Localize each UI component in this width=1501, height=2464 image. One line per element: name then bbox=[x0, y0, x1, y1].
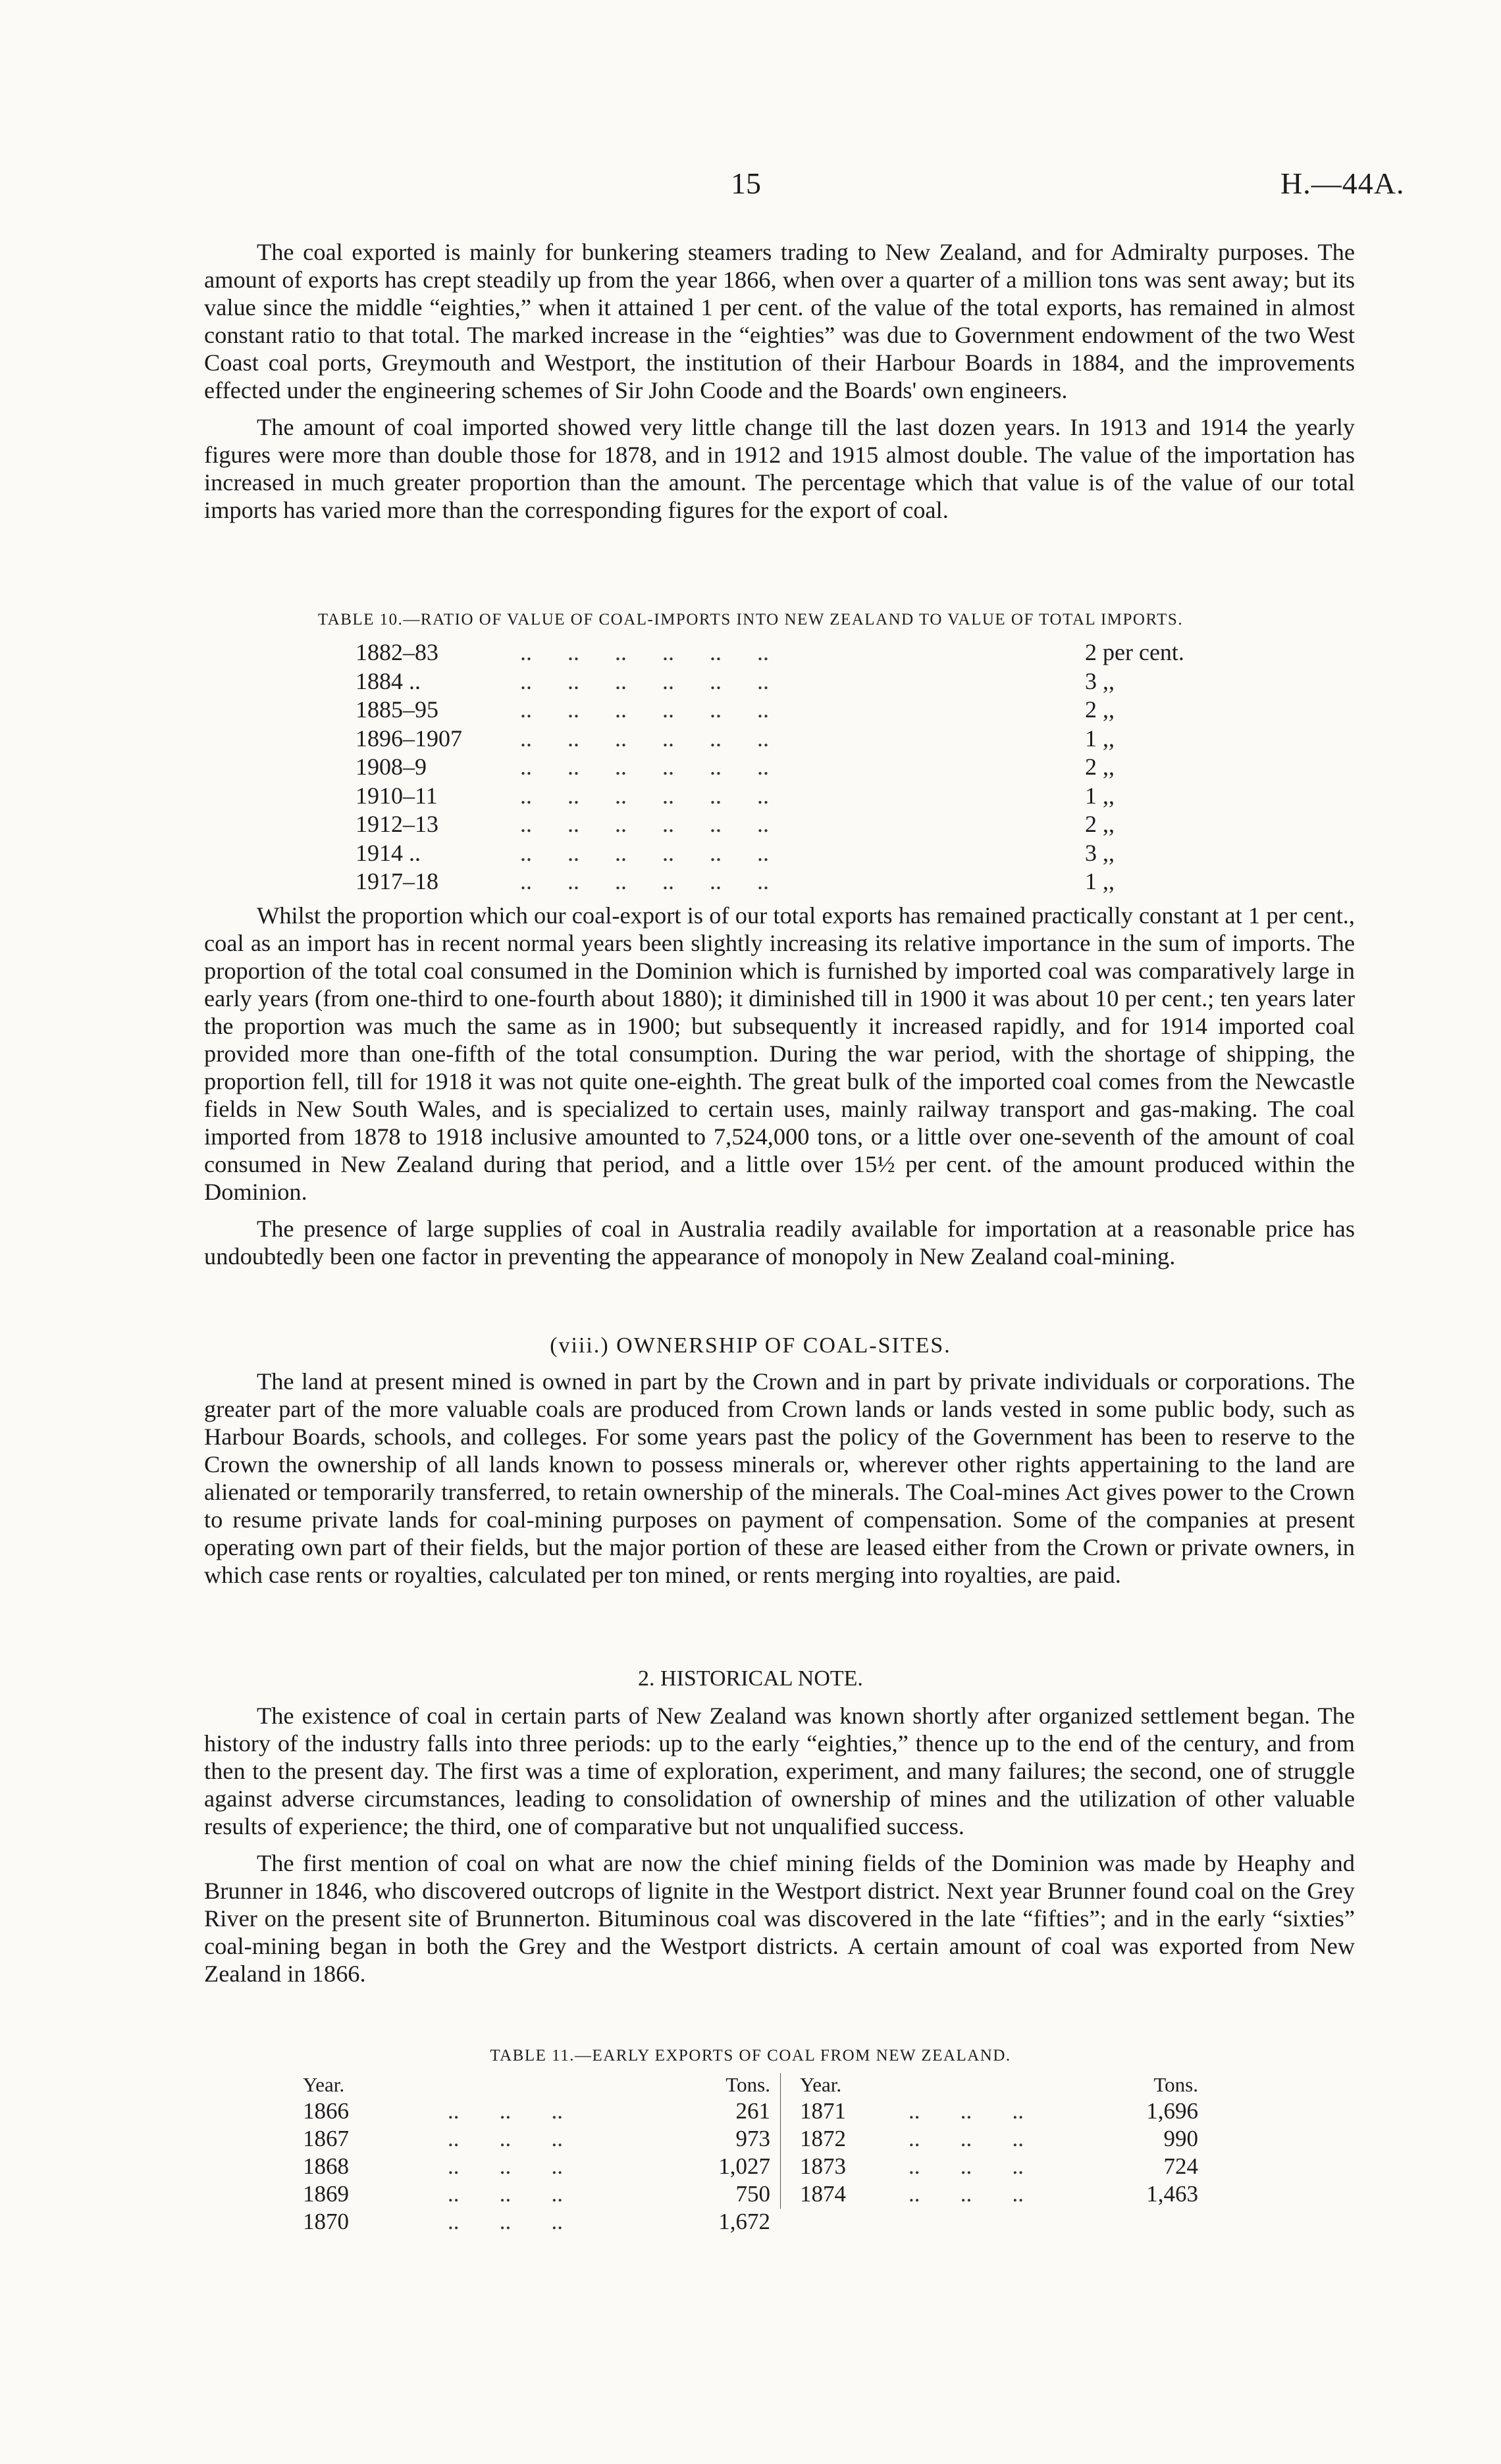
ratio: 3 ,, bbox=[1085, 667, 1115, 694]
tons: 973 bbox=[735, 2126, 770, 2151]
leader-dots: .. .. .. bbox=[908, 2153, 1024, 2179]
year: 1872 bbox=[800, 2126, 846, 2151]
tons: 990 bbox=[1163, 2126, 1198, 2151]
period: 1912–13 bbox=[356, 811, 438, 837]
ratio: 1 ,, bbox=[1085, 725, 1115, 752]
leader-dots: .. .. .. bbox=[908, 2181, 1024, 2207]
year: 1868 bbox=[303, 2153, 349, 2179]
leader-dots: .. .. .. .. .. .. bbox=[520, 639, 769, 665]
paragraph: The existence of coal in certain parts of New Zealand was known shortly after organized settlement began. The history of the industry falls into three periods: up to the early “eighties,” thence up to the end of the century, and from then to the present day. The first was a time of exploration, experiment, and many failures; the second, one of struggle against adverse circumstances, leading to consolidation of ownership of mines and the utilization of other valuable results of experience; the third, one of comparative but not unqualified success. bbox=[204, 1703, 1355, 1839]
table-row bbox=[356, 810, 1277, 839]
period: 1914 .. bbox=[356, 839, 421, 866]
period: 1884 .. bbox=[356, 667, 421, 694]
paragraph: The presence of large supplies of coal in Australia readily available for importation at a reasonable price has undoubtedly been one factor in preventing the appearance of monopoly in New Zealand coal-mining. bbox=[204, 1216, 1355, 1270]
table-row bbox=[356, 696, 1277, 725]
column-divider bbox=[780, 2098, 781, 2126]
tons: 750 bbox=[735, 2181, 770, 2207]
paragraph: The land at present mined is owned in part by the Crown and in part by private individuals or corporations. The greater part of the more valuable coals are produced from Crown lands or lands vested in some public body, such as Harbour Boards, schools, and colleges. For some years past the policy of the Government has been to reserve to the Crown the ownership of all lands known to possess minerals or, wherever other rights appertaining to the land are alienated or temporarily transferred, to retain ownership of the minerals. The Coal-mines Act gives power to the Crown to resume private lands for coal-mining purposes on payment of compensation. Some of the companies at present operating own part of their fields, but the major portion of these are leased either from the Crown or private owners, in which case rents or royalties, calculated per ton mined, or rents merging into royalties, are paid. bbox=[204, 1368, 1355, 1588]
table-11-caption: TABLE 11.—EARLY EXPORTS OF COAL FROM NEW ZEALAND. bbox=[490, 2047, 1011, 2065]
section-heading-ownership: (viii.) OWNERSHIP OF COAL-SITES. bbox=[550, 1333, 951, 1358]
table-row bbox=[356, 725, 1277, 754]
table-row bbox=[290, 2209, 1277, 2236]
table-row bbox=[356, 782, 1277, 811]
table-row bbox=[356, 867, 1277, 896]
year: 1870 bbox=[303, 2209, 349, 2234]
year: 1866 bbox=[303, 2098, 349, 2124]
period: 1917–18 bbox=[356, 868, 438, 894]
historical-section bbox=[204, 1702, 1355, 1997]
paragraph: The amount of coal imported showed very little change till the last dozen years. In 1913 and 1914 the yearly figures were more than double those for 1878, and in 1912 and 1915 almost double. The value of the importation has increased in much greater proportion than the amount. The percentage which that value is of the value of our total imports has varied more than the corresponding figures for the export of coal. bbox=[204, 414, 1355, 523]
ratio: 2 per cent. bbox=[1085, 639, 1184, 665]
column-divider bbox=[780, 2126, 781, 2153]
leader-dots: .. .. .. .. .. .. bbox=[520, 839, 769, 866]
leader-dots: .. .. .. .. .. .. bbox=[520, 696, 769, 723]
leader-dots: .. .. .. bbox=[448, 2098, 563, 2124]
col-year: Year. bbox=[303, 2073, 345, 2096]
ratio: 2 ,, bbox=[1085, 754, 1115, 780]
paragraph: The first mention of coal on what are now the chief mining fields of the Dominion was made by Heaphy and Brunner in 1846, who discovered outcrops of lignite in the Westport district. Next year Brunner found coal on the Grey River on the present site of Brunnerton. Bituminous coal was discovered in the late “fifties”; and in the early “sixties” coal-mining began in both the Grey and the Westport districts. A certain amount of coal was exported from New Zealand in 1866. bbox=[204, 1850, 1355, 1987]
year: 1874 bbox=[800, 2181, 846, 2207]
table-row bbox=[356, 638, 1277, 667]
ratio: 2 ,, bbox=[1085, 811, 1115, 837]
period: 1882–83 bbox=[356, 639, 438, 665]
paragraph: The coal exported is mainly for bunkering steamers trading to New Zealand, and for Admiralty purposes. The amount of exports has crept steadily up from the year 1866, when over a quarter of a million tons was sent away; but its value since the middle “eighties,” when it attained 1 per cent. of the value of the total exports, has remained in almost constant ratio to that total. The marked increase in the “eighties” was due to Government endowment of the two West Coast coal ports, Greymouth and Westport, the institution of their Harbour Boards in 1884, and the improvements effected under the engineering schemes of Sir John Coode and the Boards' own engineers. bbox=[204, 239, 1355, 403]
column-divider bbox=[780, 2181, 781, 2209]
ratio: 1 ,, bbox=[1085, 868, 1115, 894]
coal-export-section bbox=[204, 238, 1355, 533]
paragraph: Whilst the proportion which our coal-export is of our total exports has remained practically constant at 1 per cent., coal as an import has in recent normal years been slightly increasing its relative importance in the sum of imports. The proportion of the total coal consumed in the Dominion which is furnished by imported coal was comparatively large in early years (from one-third to one-fourth about 1880); it diminished till in 1900 it was about 10 per cent.; ten years later the proportion was much the same as in 1900; but subsequently it increased rapidly, and for 1914 imported coal provided more than one-fifth of the total consumption. During the war period, with the shortage of shipping, the proportion fell, till for 1918 it was not quite one-eighth. The great bulk of the imported coal comes from the Newcastle fields in New South Wales, and is specialized to certain uses, mainly railway transport and gas-making. The coal imported from 1878 to 1918 inclusive amounted to 7,524,000 tons, or a little over one-seventh of the amount of coal consumed in New Zealand during that period, and a little over 15½ per cent. of the amount produced within the Dominion. bbox=[204, 902, 1355, 1205]
period: 1910–11 bbox=[356, 782, 438, 809]
year: 1867 bbox=[303, 2126, 349, 2151]
table-row bbox=[356, 839, 1277, 868]
col-tons: Tons. bbox=[1153, 2073, 1198, 2096]
table-row bbox=[356, 753, 1277, 782]
leader-dots: .. .. .. .. .. .. bbox=[520, 868, 769, 894]
tons: 1,672 bbox=[718, 2209, 770, 2234]
period: 1885–95 bbox=[356, 696, 438, 723]
table-row bbox=[356, 667, 1277, 696]
leader-dots: .. .. .. bbox=[908, 2098, 1024, 2124]
table-row bbox=[290, 2098, 1277, 2126]
period: 1908–9 bbox=[356, 754, 427, 780]
tons: 1,463 bbox=[1146, 2181, 1198, 2207]
ratio: 1 ,, bbox=[1085, 782, 1115, 809]
column-divider bbox=[780, 2073, 781, 2098]
leader-dots: .. .. .. .. .. .. bbox=[520, 667, 769, 694]
tons: 1,696 bbox=[1146, 2098, 1198, 2124]
table-10 bbox=[356, 638, 1277, 896]
page-number: 15 bbox=[731, 167, 761, 200]
ratio: 3 ,, bbox=[1085, 839, 1115, 866]
page-header bbox=[0, 166, 1501, 205]
leader-dots: .. .. .. bbox=[448, 2181, 563, 2207]
year: 1869 bbox=[303, 2181, 349, 2207]
document-code: H.—44A. bbox=[1280, 167, 1405, 200]
table-row bbox=[290, 2153, 1277, 2181]
table-11 bbox=[290, 2073, 1277, 2236]
tons: 261 bbox=[735, 2098, 770, 2124]
year: 1873 bbox=[800, 2153, 846, 2179]
tons: 1,027 bbox=[718, 2153, 770, 2179]
period: 1896–1907 bbox=[356, 725, 462, 752]
leader-dots: .. .. .. bbox=[448, 2153, 563, 2179]
tons: 724 bbox=[1163, 2153, 1198, 2179]
leader-dots: .. .. .. .. .. .. bbox=[520, 754, 769, 780]
coal-import-section bbox=[204, 902, 1355, 1279]
table-row bbox=[290, 2181, 1277, 2209]
leader-dots: .. .. .. .. .. .. bbox=[520, 725, 769, 752]
table-10-caption: TABLE 10.—RATIO OF VALUE OF COAL-IMPORTS INTO NEW ZEALAND TO VALUE OF TOTAL IMPORTS. bbox=[317, 611, 1184, 629]
leader-dots: .. .. .. bbox=[448, 2126, 563, 2151]
table-header bbox=[290, 2073, 1277, 2098]
col-tons: Tons. bbox=[725, 2073, 770, 2096]
leader-dots: .. .. .. .. .. .. bbox=[520, 811, 769, 837]
section-heading-historical: 2. HISTORICAL NOTE. bbox=[638, 1666, 863, 1691]
ownership-section bbox=[204, 1368, 1355, 1598]
ratio: 2 ,, bbox=[1085, 696, 1115, 723]
year: 1871 bbox=[800, 2098, 846, 2124]
leader-dots: .. .. .. .. .. .. bbox=[520, 782, 769, 809]
table-row bbox=[290, 2126, 1277, 2153]
column-divider bbox=[780, 2153, 781, 2181]
leader-dots: .. .. .. bbox=[908, 2126, 1024, 2151]
col-year: Year. bbox=[800, 2073, 842, 2096]
leader-dots: .. .. .. bbox=[448, 2209, 563, 2234]
